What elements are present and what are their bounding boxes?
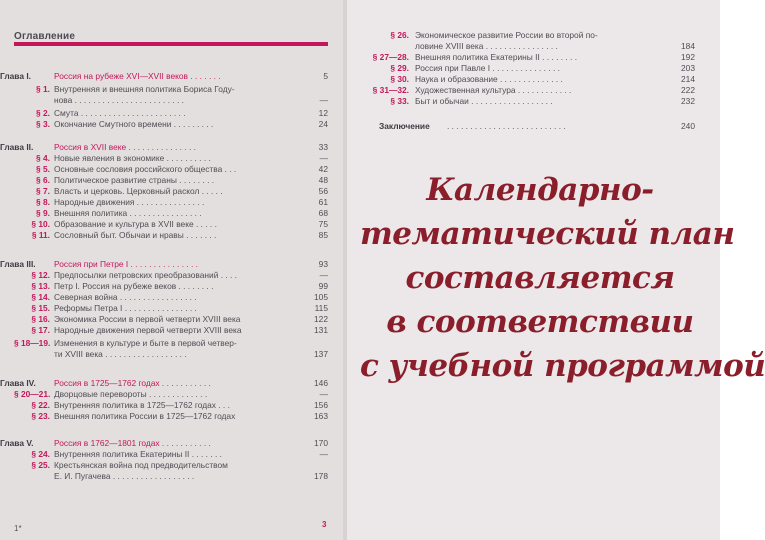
- toc-row-page: 85: [318, 230, 328, 240]
- toc-row-label: § 14.: [31, 292, 50, 302]
- toc-row-title: Северная война . . . . . . . . . . . . . . . . .: [54, 292, 197, 302]
- toc-row-page: 56: [318, 186, 328, 196]
- toc-row-page: 240: [681, 121, 695, 131]
- toc-row-title: Россия в XVII веке . . . . . . . . . . . . . . .: [54, 142, 196, 152]
- toc-row-label: § 26.: [390, 30, 409, 40]
- toc-row-title: Художественная культура . . . . . . . . . . . .: [415, 85, 572, 95]
- toc-row-label: § 33.: [390, 96, 409, 106]
- toc-row-label: § 24.: [31, 449, 50, 459]
- toc-row-label: § 20—21.: [14, 389, 51, 399]
- toc-row-title: Россия в 1762—1801 годах . . . . . . . . . . .: [54, 438, 211, 448]
- toc-row-title: Россия при Петре I . . . . . . . . . . . . . . .: [54, 259, 198, 269]
- toc-row-title: Быт и обычаи . . . . . . . . . . . . . . . . . .: [415, 96, 553, 106]
- toc-row-label: § 25.: [31, 460, 50, 470]
- toc-row-page: 24: [318, 119, 328, 129]
- toc-row-page: 61: [318, 197, 328, 207]
- toc-row-title: Изменения в культуре и быте в первой четвер-: [54, 338, 237, 348]
- toc-row-label: § 6.: [36, 175, 50, 185]
- toc-row-page: —: [319, 153, 328, 163]
- toc-row-title: Основные сословия российского общества . . .: [54, 164, 237, 174]
- toc-row-page: 137: [314, 349, 328, 359]
- toc-row-title: Внешняя политика Екатерины II . . . . . . . .: [415, 52, 578, 62]
- toc-row-title: Предпосылки петровских преобразований . . . .: [54, 270, 237, 280]
- toc-row-label: § 27—28.: [372, 52, 409, 62]
- overlay-line: с учебной программой: [360, 348, 765, 384]
- toc-row-title: Внутренняя и внешняя политика Бориса Году-: [54, 84, 235, 94]
- toc-row-label: § 2.: [36, 108, 50, 118]
- toc-row-title: Наука и образование . . . . . . . . . . . . . .: [415, 74, 563, 84]
- toc-row-label: § 11.: [31, 230, 50, 240]
- toc-row-title: Россия в 1725—1762 годах . . . . . . . . . . .: [54, 378, 211, 388]
- toc-heading: Оглавление: [14, 31, 76, 42]
- overlay-caption: [360, 168, 765, 388]
- toc-row-label: § 17.: [31, 325, 50, 335]
- toc-row-title: . . . . . . . . . . . . . . . . . . . . . . . . . .: [447, 121, 566, 131]
- toc-row-label: § 8.: [36, 197, 50, 207]
- toc-row-page: 178: [314, 471, 328, 481]
- toc-row-title: ти XVIII века . . . . . . . . . . . . . . . . . .: [54, 349, 187, 359]
- toc-row-label: Заключение: [379, 121, 430, 131]
- toc-row-page: —: [319, 270, 328, 280]
- toc-row-title: Образование и культура в XVII веке . . . . .: [54, 219, 217, 229]
- toc-row-label: § 3.: [36, 119, 50, 129]
- toc-row-label: § 1.: [36, 84, 50, 94]
- toc-row-label: § 9.: [36, 208, 50, 218]
- overlay-line: тематический план: [360, 216, 735, 252]
- toc-row-label: § 7.: [36, 186, 50, 196]
- toc-row-title: Новые явления в экономике . . . . . . . . . .: [54, 153, 211, 163]
- toc-row-label: § 23.: [31, 411, 50, 421]
- toc-row-title: Экономика России в первой четверти XVIII века: [54, 314, 241, 324]
- toc-row-title: Внешняя политика . . . . . . . . . . . . . . . .: [54, 208, 202, 218]
- toc-row-label: § 12.: [31, 270, 50, 280]
- toc-row-title: ловине XVIII века . . . . . . . . . . . . . . . .: [415, 41, 558, 51]
- toc-row-label: § 15.: [31, 303, 50, 313]
- signature-mark: 1*: [14, 524, 22, 533]
- toc-row-page: 75: [318, 219, 328, 229]
- toc-row-page: 93: [318, 259, 328, 269]
- toc-row-page: 105: [314, 292, 328, 302]
- toc-row-label: § 13.: [31, 281, 50, 291]
- toc-row-label: Глава IV.: [0, 378, 36, 388]
- toc-row-page: 68: [318, 208, 328, 218]
- toc-row-title: Е. И. Пугачева . . . . . . . . . . . . . . . . . .: [54, 471, 195, 481]
- toc-row-page: 170: [314, 438, 328, 448]
- toc-row-page: 203: [681, 63, 695, 73]
- toc-row-page: 146: [314, 378, 328, 388]
- toc-row-label: § 22.: [31, 400, 50, 410]
- toc-row-title: Реформы Петра I . . . . . . . . . . . . . . . .: [54, 303, 197, 313]
- toc-row-page: —: [319, 95, 328, 105]
- toc-row-title: Экономическое развитие России во второй по-: [415, 30, 598, 40]
- toc-row-label: § 5.: [36, 164, 50, 174]
- overlay-line: составляется: [405, 260, 675, 296]
- toc-row-label: § 16.: [31, 314, 50, 324]
- toc-row-page: 214: [681, 74, 695, 84]
- toc-row-page: 131: [314, 325, 328, 335]
- toc-row-title: Россия при Павле I . . . . . . . . . . . . . . .: [415, 63, 560, 73]
- toc-row-page: 192: [681, 52, 695, 62]
- overlay-line: в соответствии: [386, 304, 694, 340]
- toc-row-title: Власть и церковь. Церковный раскол . . . . .: [54, 186, 223, 196]
- toc-row-label: § 29.: [390, 63, 409, 73]
- toc-row-page: 122: [314, 314, 328, 324]
- toc-row-label: § 4.: [36, 153, 50, 163]
- toc-row-page: 222: [681, 85, 695, 95]
- toc-row-page: 42: [318, 164, 328, 174]
- toc-row-title: Смута . . . . . . . . . . . . . . . . . . . . . . .: [54, 108, 186, 118]
- toc-row-label: Глава I.: [0, 71, 31, 81]
- page-number: 3: [322, 520, 327, 529]
- toc-row-label: § 18—19.: [14, 338, 51, 348]
- toc-row-page: —: [319, 449, 328, 459]
- toc-row-page: 163: [314, 411, 328, 421]
- toc-row-title: Народные движения первой четверти XVIII века: [54, 325, 242, 335]
- toc-row-title: Сословный быт. Обычаи и нравы . . . . . . .: [54, 230, 217, 240]
- toc-row-page: —: [319, 389, 328, 399]
- toc-row-page: 5: [323, 71, 328, 81]
- toc-row-page: 12: [318, 108, 328, 118]
- toc-row-title: Россия на рубеже XVI—XVII веков . . . . . . .: [54, 71, 221, 81]
- toc-row-label: § 30.: [390, 74, 409, 84]
- toc-row-label: § 31—32.: [372, 85, 409, 95]
- toc-row-label: Глава V.: [0, 438, 34, 448]
- toc-row-page: 184: [681, 41, 695, 51]
- toc-row-title: Крестьянская война под предводительством: [54, 460, 228, 470]
- toc-row-title: Окончание Смутного времени . . . . . . . . .: [54, 119, 214, 129]
- toc-row-page: 115: [314, 303, 328, 313]
- toc-row-page: 156: [314, 400, 328, 410]
- toc-heading-rule: [14, 42, 328, 46]
- toc-row-page: 99: [318, 281, 328, 291]
- toc-row-page: 48: [318, 175, 328, 185]
- toc-row-title: Внешняя политика России в 1725—1762 годах: [54, 411, 236, 421]
- toc-row-label: § 10.: [31, 219, 50, 229]
- toc-row-page: 33: [318, 142, 328, 152]
- toc-row-title: нова . . . . . . . . . . . . . . . . . . . . . . . .: [54, 95, 184, 105]
- toc-row-label: Глава III.: [0, 259, 36, 269]
- toc-left-page: [0, 0, 343, 540]
- toc-row-title: Политическое развитие страны . . . . . . . .: [54, 175, 215, 185]
- toc-row-title: Народные движения . . . . . . . . . . . . . . .: [54, 197, 205, 207]
- toc-row-title: Внутренняя политика Екатерины II . . . . . . .: [54, 449, 222, 459]
- toc-row-title: Петр I. Россия на рубеже веков . . . . . . . .: [54, 281, 214, 291]
- toc-row-label: Глава II.: [0, 142, 34, 152]
- toc-row-title: Дворцовые перевороты . . . . . . . . . . . . .: [54, 389, 208, 399]
- toc-row-page: 232: [681, 96, 695, 106]
- overlay-line: Календарно-: [426, 172, 654, 208]
- toc-row-title: Внутренняя политика в 1725—1762 годах . . .: [54, 400, 230, 410]
